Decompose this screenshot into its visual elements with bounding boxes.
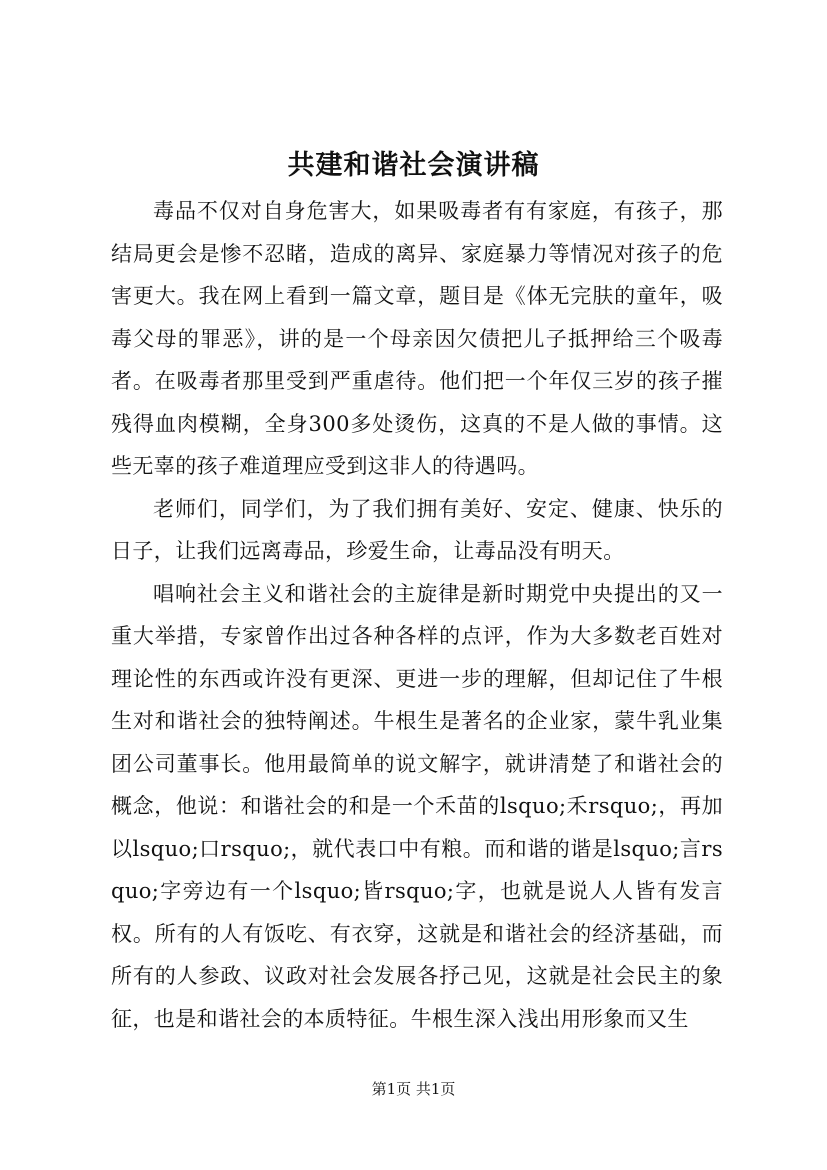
document-title: 共建和谐社会演讲稿 [287, 150, 540, 181]
paragraph-1: 毒品不仅对自身危害大，如果吸毒者有有家庭，有孩子，那结局更会是惨不忍睹，造成的离异、家庭暴力等情况对孩子的危害更大。我在网上看到一篇文章，题目是《体无完肤的童年，吸毒父母的罪恶》，讲的是一个母亲因欠债把儿子抵押给三个吸毒者。在吸毒者那里受到严重虐待。他们把一个年仅三岁的孩子摧残得血肉模糊，全身300多处烫伤，这真的不是人做的事情。这些无辜的孩子难道理应受到这非人的待遇吗。 [111, 199, 723, 478]
paragraph-3: 唱响社会主义和谐社会的主旋律是新时期党中央提出的又一重大举措，专家曾作出过各种各样的点评，作为大多数老百姓对理论性的东西或许没有更深、更进一步的理解，但却记住了牛根生对和谐社会的独特阐述。牛根生是著名的企业家，蒙牛乳业集团公司董事长。他用最简单的说文解字，就讲清楚了和谐社会的概念，他说：和谐社会的和是一个禾苗的lsquo;禾rsquo;，再加以lsquo;口rsquo;，就代表口中有粮。而和谐的谐是lsquo;言rsquo;字旁边有一个lsquo;皆rsquo;字，也就是说人人皆有发言权。所有的人有饭吃、有衣穿，这就是和谐社会的经济基础，而所有的人参政、议政对社会发展各抒己见，这就是社会民主的象征，也是和谐社会的本质特征。牛根生深入浅出用形象而又生 [111, 581, 723, 1031]
document-body [111, 190, 723, 1040]
page-footer: 第1页 共1页 [371, 1080, 456, 1098]
paragraph-2: 老师们，同学们，为了我们拥有美好、安定、健康、快乐的日子，让我们远离毒品，珍爱生命，让毒品没有明天。 [111, 496, 723, 563]
